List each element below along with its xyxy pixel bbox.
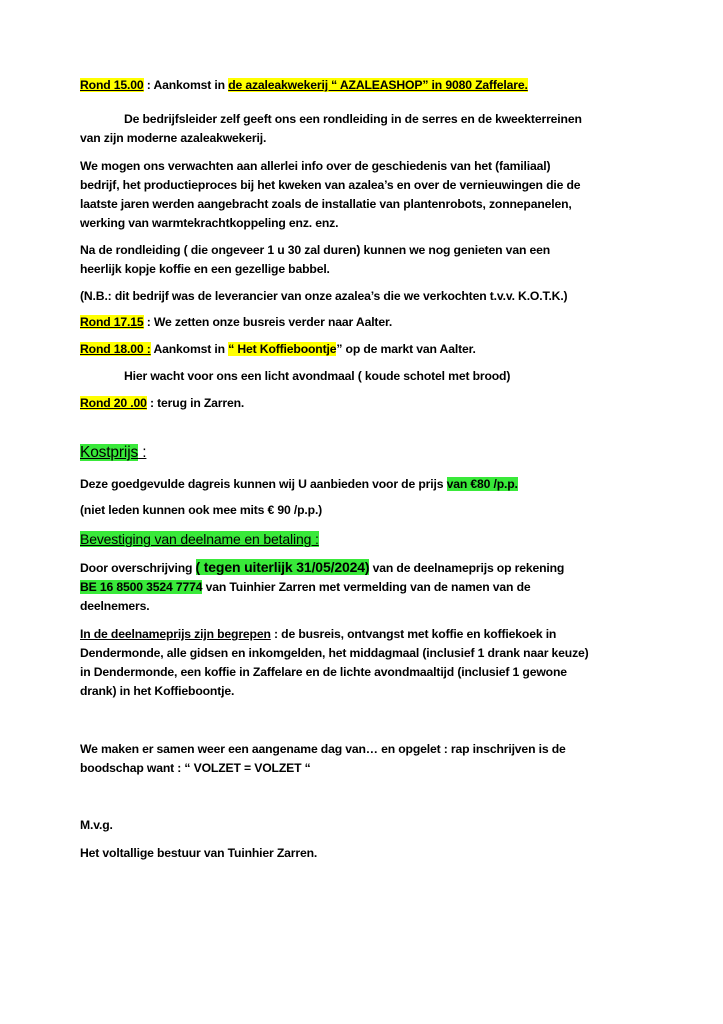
transfer-paragraph: Door overschrijving ( tegen uiterlijk 31/05/2024) van de deelnameprijs op rekening BE 16 8500 3524 7774 van Tuinhier Zarren met vermelding van de namen van de deelnemers. [80, 559, 565, 613]
price-badge: van €80 /p.p. [446, 477, 518, 491]
document-body [80, 76, 670, 863]
dinner-line: Hier wacht voor ons een licht avondmaal ( koude schotel met brood) [124, 369, 511, 383]
schedule-1500: Rond 15.00 : Aankomst in de azaleakwekerij “ AZALEASHOP” in 9080 Zaffelare. [80, 78, 528, 92]
tour-description: De bedrijfsleider zelf geeft ons een rondleiding in de serres en de kweekterreinen [124, 112, 582, 126]
signature: Het voltallige bestuur van Tuinhier Zarren. [80, 846, 318, 860]
place-koffieboontje: “ Het Koffieboontje [228, 342, 337, 356]
confirm-heading: Bevestiging van deelname en betaling : [80, 531, 319, 547]
included-paragraph: In de deelnameprijs zijn begrepen : de busreis, ontvangst met koffie en koffiekoek in Dendermonde, alle gidsen en inkomgelden, het middagmaal (inclusief 1 drank naar keuze) in Dendermonde, een koffie in Zaffelare en de lichte avondmaaltijd (inclusief 1 gewone drank) in het Koffieboontje. [80, 627, 589, 698]
time-1500: Rond 15.00 [80, 78, 144, 92]
schedule-1800: Rond 18.00 : Aankomst in “ Het Koffieboontje” op de markt van Aalter. [80, 342, 476, 356]
schedule-2000: Rond 20 .00 : terug in Zarren. [80, 396, 245, 410]
tour-description-2: van zijn moderne azaleakwekerij. [80, 131, 267, 145]
greeting: M.v.g. [80, 818, 113, 832]
after-tour-paragraph: Na de rondleiding ( die ongeveer 1 u 30 zal duren) kunnen we nog genieten van een heerlijk kopje koffie en een gezellige babbel. [80, 243, 551, 276]
bank-account-number: BE 16 8500 3524 7774 [80, 580, 203, 594]
info-paragraph: We mogen ons verwachten aan allerlei info over de geschiedenis van het (familiaal) bedrijf, het productieproces bij het kweken van azalea’s en over de vernieuwingen die de laatste jaren werden aangebracht zoals de installatie van plantenrobots, zonnepanelen, werking van warmtekrachtkoppeling enz. enz. [80, 159, 581, 230]
cost-heading: Kostprijs : [80, 444, 147, 461]
cost-offer: Deze goedgevulde dagreis kunnen wij U aanbieden voor de prijs van €80 /p.p. [80, 477, 518, 491]
place-azaleashop: de azaleakwekerij “ AZALEASHOP” in 9080 Zaffelare. [228, 78, 528, 92]
time-2000: Rond 20 .00 [80, 396, 147, 410]
included-label: In de deelnameprijs zijn begrepen [80, 627, 271, 641]
closing-paragraph: We maken er samen weer een aangename dag van… en opgelet : rap inschrijven is de boodschap want : “ VOLZET = VOLZET “ [80, 742, 566, 775]
payment-deadline: ( tegen uiterlijk 31/05/2024) [195, 559, 370, 575]
schedule-1715: Rond 17.15 : We zetten onze busreis verder naar Aalter. [80, 315, 393, 329]
non-members-price: (niet leden kunnen ook mee mits € 90 /p.p.) [80, 503, 323, 517]
nb-note: (N.B.: dit bedrijf was de leverancier van onze azalea’s die we verkochten t.v.v. K.O.T.K.) [80, 289, 568, 303]
time-1715: Rond 17.15 [80, 315, 144, 329]
time-1800: Rond 18.00 : [80, 342, 151, 356]
